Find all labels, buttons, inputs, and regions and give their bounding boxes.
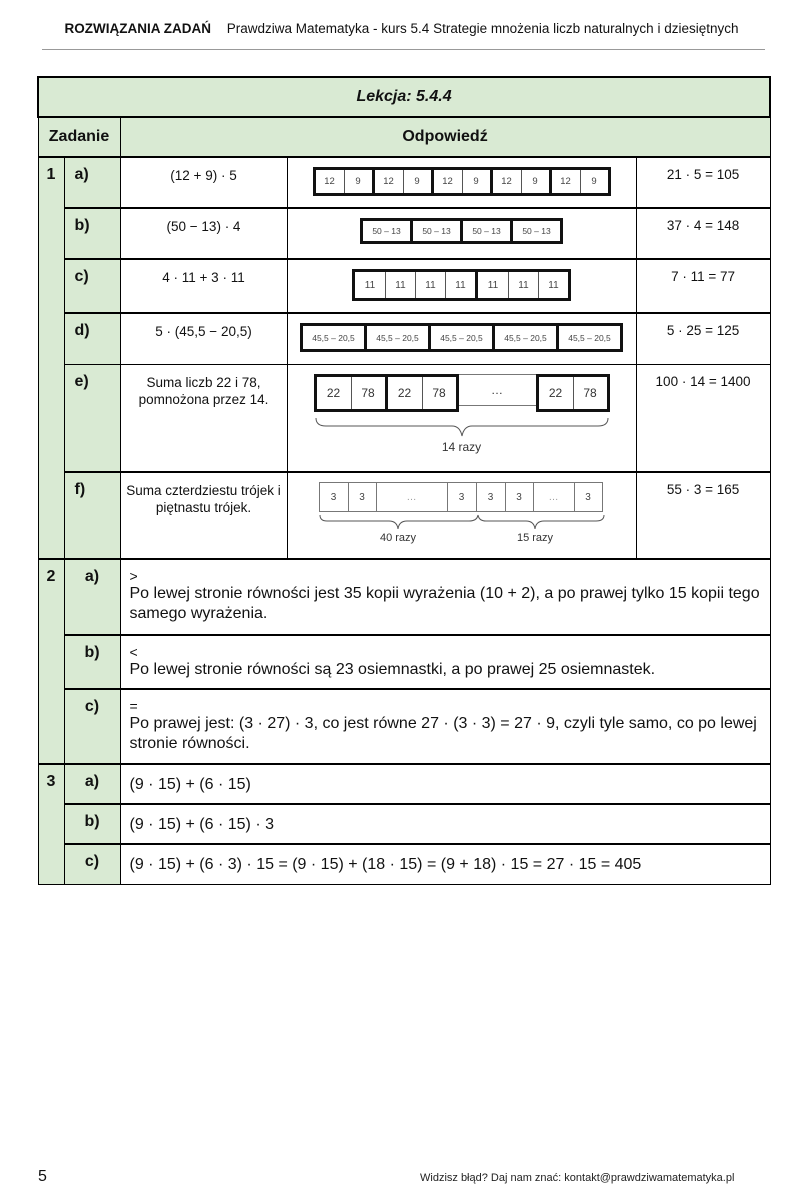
table-row xyxy=(38,635,770,689)
answer-text xyxy=(120,635,770,689)
tape-cell: 78 xyxy=(573,377,607,409)
task-expression: Suma liczb 22 i 78, pomnożona przez 14. xyxy=(120,364,287,472)
task-expression: 4 · 11 + 3 · 11 xyxy=(120,259,287,313)
subtask-label: a) xyxy=(64,559,120,635)
subtask-label: c) xyxy=(64,689,120,764)
page-number: 5 xyxy=(38,1168,47,1185)
task-result: 21 · 5 = 105 xyxy=(636,157,770,208)
tape-cell: 12 xyxy=(442,176,453,187)
table-row xyxy=(38,157,770,208)
tape-cell: … xyxy=(533,483,574,511)
comparison-symbol: = xyxy=(129,698,138,714)
answer-text: (9 · 15) + (6 · 3) · 15 = (9 · 15) + (18 · 15) = (9 + 18) · 15 = 27 · 15 = 405 xyxy=(120,844,770,884)
tape-group xyxy=(460,218,513,244)
task-expression: 5 · (45,5 − 20,5) xyxy=(120,313,287,364)
tape-cell: … xyxy=(459,374,536,406)
column-header-answer: Odpowiedź xyxy=(120,117,770,157)
explanation: Po lewej stronie równości jest 35 kopii wyrażenia (10 + 2), a po prawej tylko 15 kopii tego samego wyrażenia. xyxy=(129,585,760,622)
page-header xyxy=(0,21,803,36)
comparison-symbol: > xyxy=(129,568,138,584)
subtask-label: f) xyxy=(64,472,120,559)
task-result: 55 · 3 = 165 xyxy=(636,472,770,559)
task-number: 2 xyxy=(38,559,64,764)
tape-group xyxy=(490,167,552,196)
tape-diagram xyxy=(287,472,636,559)
table-row xyxy=(38,559,770,635)
subtask-label: a) xyxy=(64,764,120,804)
tape-group xyxy=(556,323,623,352)
brace-label: 14 razy xyxy=(441,439,482,454)
tape-group xyxy=(475,269,571,301)
footer-contact-note: Widzisz błąd? Daj nam znać: kontakt@prawdziwamatematyka.pl xyxy=(420,1172,735,1184)
tape-cell: 45,5 – 20,5 xyxy=(504,332,547,343)
header-title: Prawdziwa Matematyka - kurs 5.4 Strategie mnożenia liczb naturalnych i dziesiętnych xyxy=(226,21,739,36)
lesson-title: Lekcja: 5.4.4 xyxy=(38,77,770,117)
tape-cell: 9 xyxy=(580,170,608,193)
answer-text xyxy=(120,689,770,764)
tape-group xyxy=(385,374,459,412)
tape-cell: 50 – 13 xyxy=(522,226,551,236)
table-row xyxy=(38,689,770,764)
tape-cell: 12 xyxy=(324,176,335,187)
tape-group xyxy=(510,218,563,244)
explanation: Po lewej stronie równości są 23 osiemnastki, a po prawej 25 osiemnastek. xyxy=(129,661,656,678)
subtask-label: e) xyxy=(64,364,120,472)
tape-cell: 11 xyxy=(538,272,568,298)
brace-icon xyxy=(319,514,605,532)
tape-group xyxy=(431,167,493,196)
tape-diagram-1a xyxy=(313,167,611,196)
table-row xyxy=(38,313,770,364)
subtask-label: d) xyxy=(64,313,120,364)
tape-cell: 9 xyxy=(344,170,372,193)
tape-cell: 11 xyxy=(508,272,538,298)
tape-diagram-1b xyxy=(360,218,563,244)
tape-cell: 9 xyxy=(521,170,549,193)
tape-cell: 78 xyxy=(422,377,456,409)
subtask-label: a) xyxy=(64,157,120,208)
table-row xyxy=(38,764,770,804)
tape-group xyxy=(410,218,463,244)
tape-group xyxy=(372,167,434,196)
tape-group xyxy=(536,374,610,412)
table-row xyxy=(38,208,770,259)
table-row xyxy=(38,472,770,559)
tape-cell: 78 xyxy=(351,377,385,409)
tape-diagram xyxy=(287,208,636,259)
tape-group xyxy=(360,218,413,244)
tape-cell: 12 xyxy=(560,176,571,187)
tape-cell: 50 – 13 xyxy=(422,226,451,236)
tape-group xyxy=(352,269,478,301)
tape-cell: 3 xyxy=(476,483,505,511)
tape-group xyxy=(364,323,431,352)
tape-cell: 45,5 – 20,5 xyxy=(312,332,355,343)
tape-cell: 12 xyxy=(383,176,394,187)
task-number: 1 xyxy=(38,157,64,559)
tape-cell: 50 – 13 xyxy=(372,226,401,236)
column-header-task: Zadanie xyxy=(38,117,120,157)
answer-text: (9 · 15) + (6 · 15) xyxy=(120,764,770,804)
explanation: Po prawej jest: (3 · 27) · 3, co jest równe 27 · (3 · 3) = 27 · 9, czyli tyle samo, co po lewej stronie równości. xyxy=(129,715,757,752)
tape-cell: 50 – 13 xyxy=(472,226,501,236)
brace-icon xyxy=(314,416,610,440)
header-divider xyxy=(42,49,765,50)
brace-label: 15 razy xyxy=(516,532,554,544)
tape-cell: 11 xyxy=(364,279,376,291)
answer-text xyxy=(120,559,770,635)
task-result: 100 · 14 = 1400 xyxy=(636,364,770,472)
tape-cell: 45,5 – 20,5 xyxy=(440,332,483,343)
tape-cell: 11 xyxy=(415,272,445,298)
tape-cell: 22 xyxy=(548,385,563,400)
subtask-label: b) xyxy=(64,635,120,689)
tape-cell: 45,5 – 20,5 xyxy=(376,332,419,343)
tape-cell: 22 xyxy=(326,385,341,400)
tape-cell: 3 xyxy=(447,483,476,511)
subtask-label: c) xyxy=(64,844,120,884)
task-result: 7 · 11 = 77 xyxy=(636,259,770,313)
tape-cell: 3 xyxy=(330,491,337,503)
task-expression: Suma czterdziestu trójek i piętnastu trójek. xyxy=(120,472,287,559)
tape-cell: 3 xyxy=(505,483,533,511)
tape-cell: 22 xyxy=(397,385,412,400)
tape-group xyxy=(428,323,495,352)
subtask-label: c) xyxy=(64,259,120,313)
header-label: ROZWIĄZANIA ZADAŃ xyxy=(64,21,211,36)
tape-cell: 9 xyxy=(403,170,431,193)
table-row xyxy=(38,844,770,884)
tape-diagram-1d xyxy=(300,323,623,352)
table-row xyxy=(38,259,770,313)
subtask-label: b) xyxy=(64,804,120,844)
tape-cell: 45,5 – 20,5 xyxy=(568,332,611,343)
tape-diagram-1c xyxy=(352,269,571,301)
answer-text: (9 · 15) + (6 · 15) · 3 xyxy=(120,804,770,844)
brace-label: 40 razy xyxy=(379,532,417,544)
tape-cell: 11 xyxy=(445,272,475,298)
task-number: 3 xyxy=(38,764,64,884)
tape-diagram xyxy=(287,313,636,364)
table-row xyxy=(38,804,770,844)
tape-diagram xyxy=(287,364,636,472)
task-expression: (12 + 9) · 5 xyxy=(120,157,287,208)
tape-diagram xyxy=(287,259,636,313)
tape-cell: 3 xyxy=(574,483,602,511)
task-result: 37 · 4 = 148 xyxy=(636,208,770,259)
tape-group xyxy=(314,374,388,412)
task-result: 5 · 25 = 125 xyxy=(636,313,770,364)
tape-group xyxy=(300,323,367,352)
solutions-table xyxy=(37,76,771,885)
tape-cell: … xyxy=(376,483,447,511)
tape-diagram xyxy=(287,157,636,208)
tape-cell: 11 xyxy=(487,279,499,291)
subtask-label: b) xyxy=(64,208,120,259)
tape-diagram-1f xyxy=(319,482,605,544)
comparison-symbol: < xyxy=(129,644,138,660)
tape-group xyxy=(549,167,611,196)
tape-cell: 11 xyxy=(385,272,415,298)
tape-diagram-1e xyxy=(314,374,610,454)
table-row xyxy=(38,364,770,472)
tape-group xyxy=(492,323,559,352)
tape-group xyxy=(313,167,375,196)
task-expression: (50 − 13) · 4 xyxy=(120,208,287,259)
tape-cell: 9 xyxy=(462,170,490,193)
tape-cell: 12 xyxy=(501,176,512,187)
tape-cell: 3 xyxy=(348,483,376,511)
